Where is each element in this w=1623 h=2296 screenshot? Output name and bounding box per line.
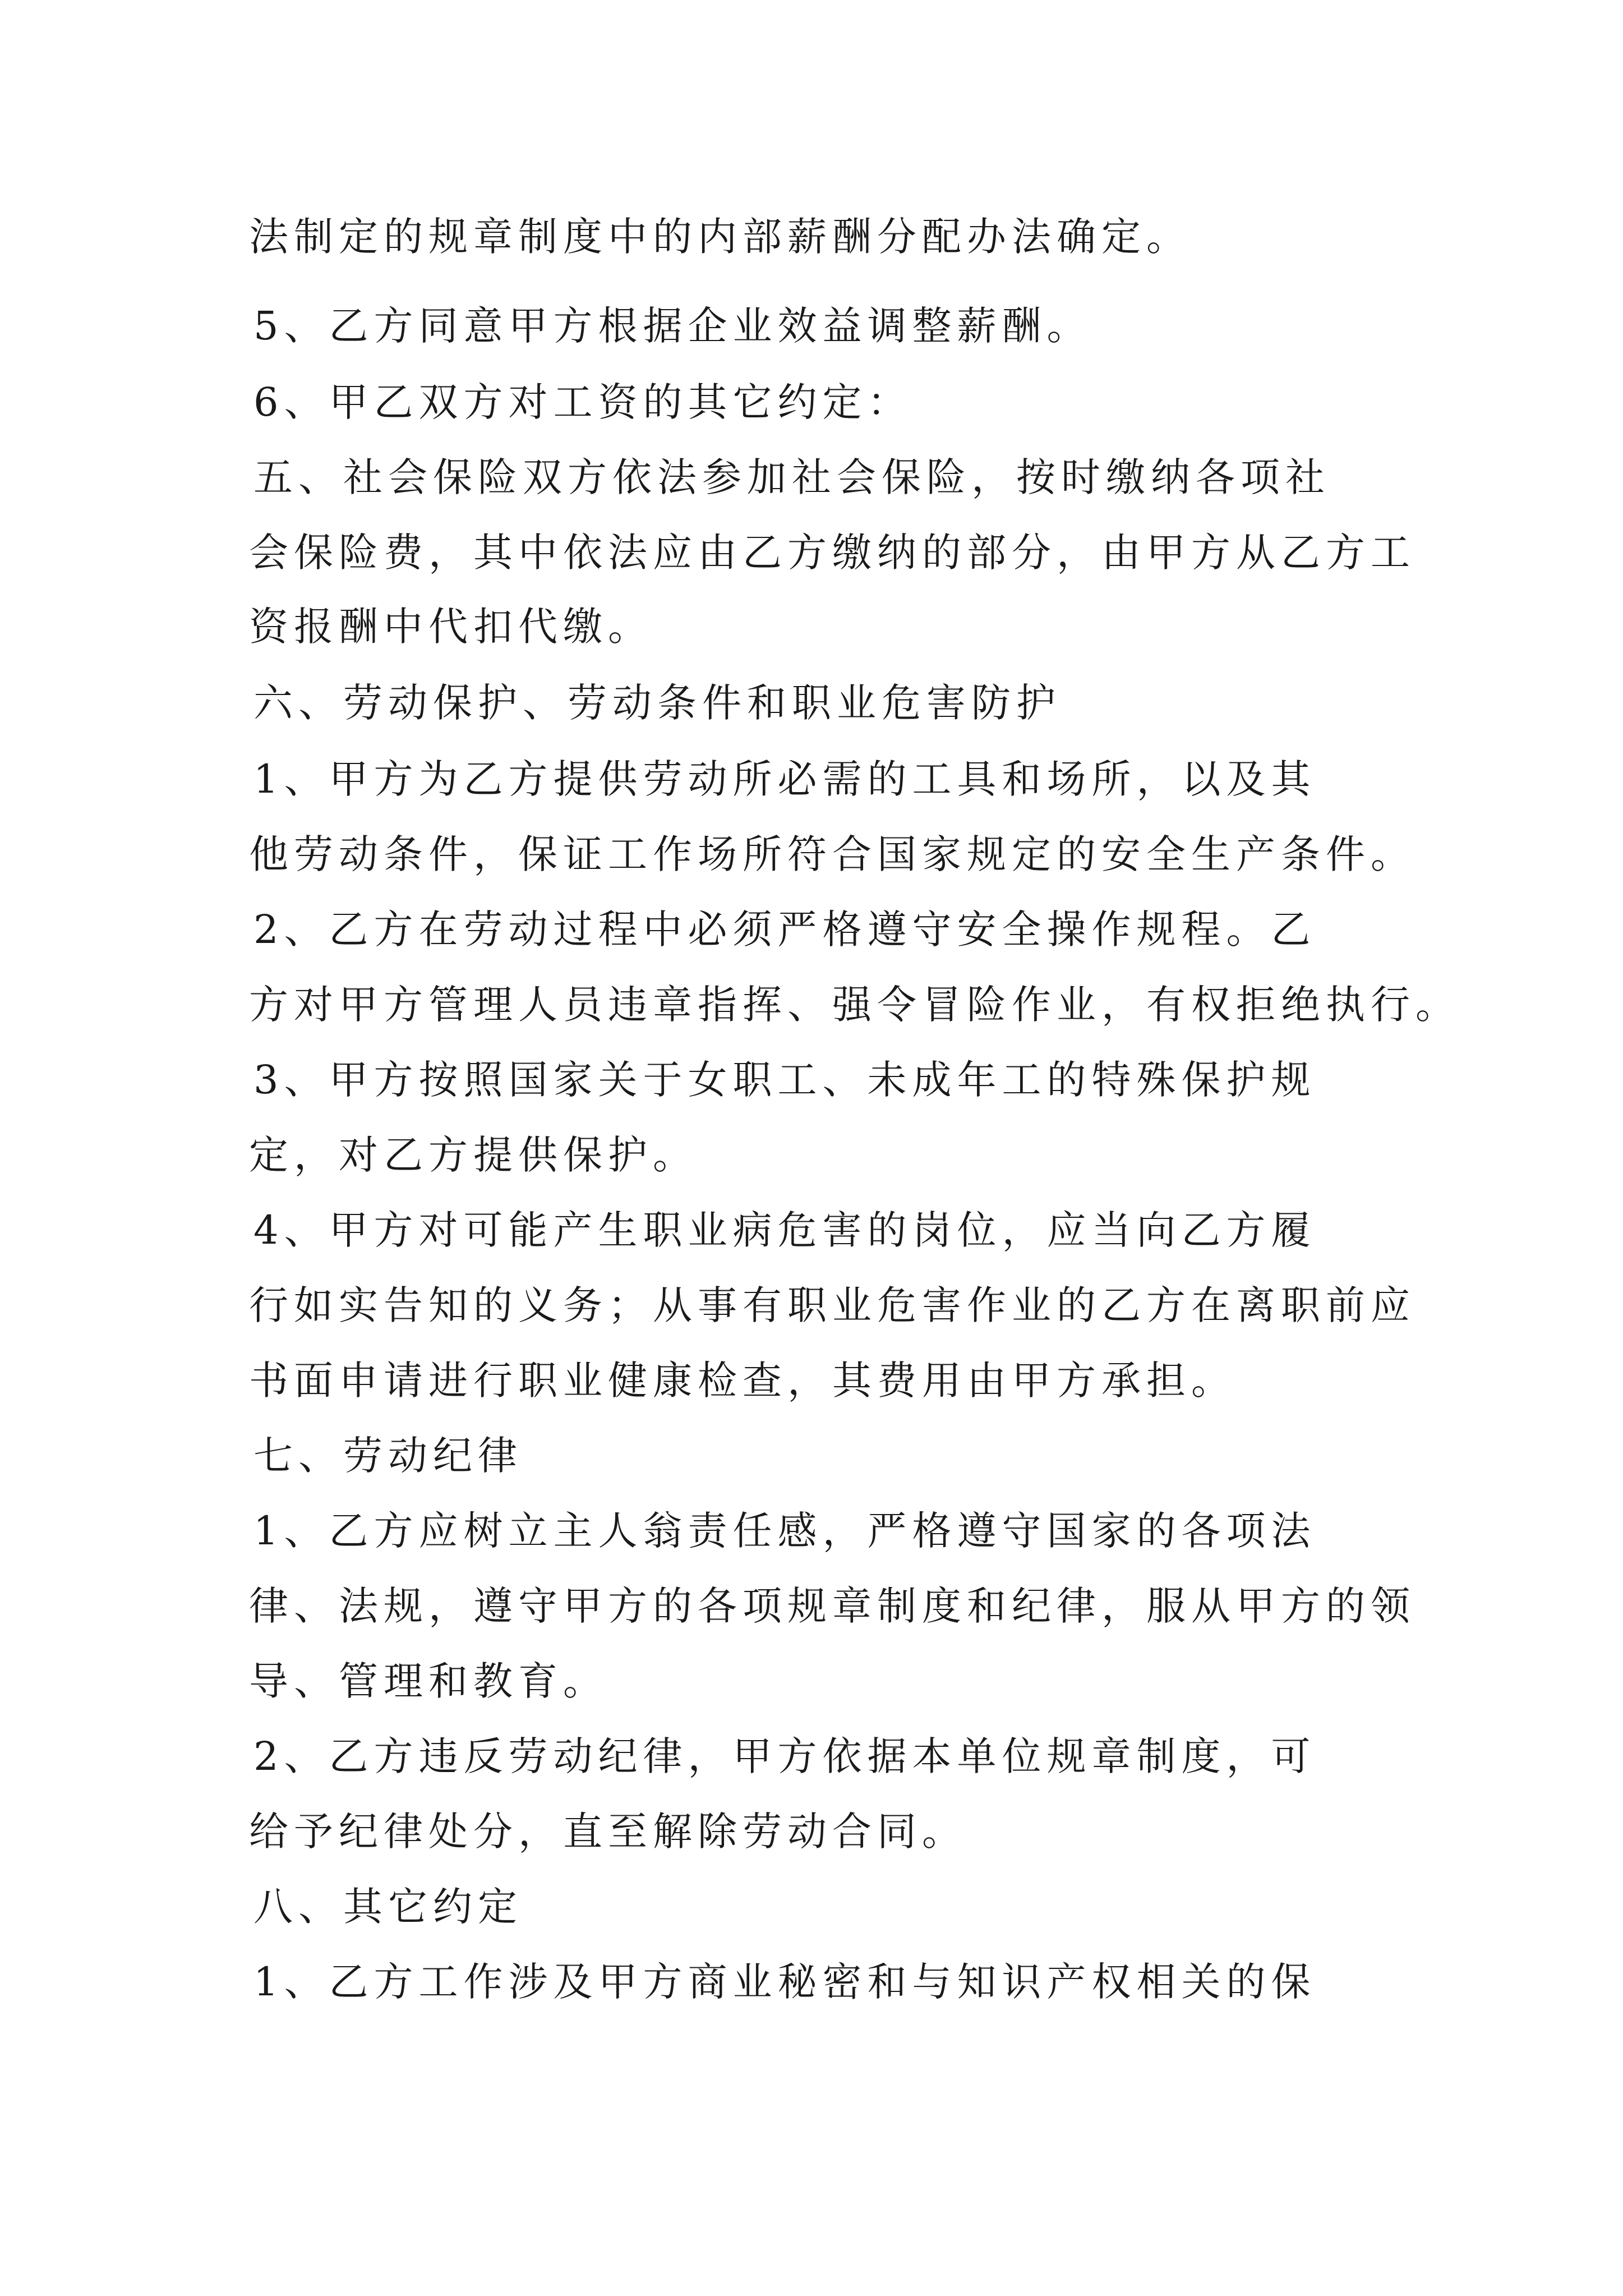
text-line: 律、法规，遵守甲方的各项规章制度和纪律，服从甲方的领 [249,1583,1415,1629]
text-line: 1、乙方应树立主人翁责任感，严格遵守国家的各项法 [253,1508,1316,1554]
section-heading: 五、社会保险双方依法参加社会保险，按时缴纳各项社 [253,454,1330,500]
text-line: 5、乙方同意甲方根据企业效益调整薪酬。 [253,303,1092,349]
text-line: 会保险费，其中依法应由乙方缴纳的部分，由甲方从乙方工 [249,530,1415,576]
text-line: 2、乙方违反劳动纪律，甲方依据本单位规章制度，可 [253,1733,1316,1779]
text-line: 行如实告知的义务；从事有职业危害作业的乙方在离职前应 [249,1282,1415,1328]
text-line: 他劳动条件，保证工作场所符合国家规定的安全生产条件。 [249,831,1415,877]
text-line: 6、甲乙双方对工资的其它约定： [253,379,912,425]
text-line: 给予纪律处分，直至解除劳动合同。 [249,1809,967,1855]
section-heading: 八、其它约定 [253,1884,523,1930]
text-line: 4、甲方对可能产生职业病危害的岗位，应当向乙方履 [253,1207,1316,1253]
text-line: 1、乙方工作涉及甲方商业秘密和与知识产权相关的保 [253,1959,1316,2005]
text-line: 2、乙方在劳动过程中必须严格遵守安全操作规程。乙 [253,907,1316,953]
section-heading: 七、劳动纪律 [253,1433,523,1479]
text-line: 书面申请进行职业健康检查，其费用由甲方承担。 [249,1358,1236,1404]
text-line: 定，对乙方提供保护。 [249,1132,698,1178]
text-line: 方对甲方管理人员违章指挥、强令冒险作业，有权拒绝执行。 [249,982,1460,1028]
text-line: 导、管理和教育。 [249,1658,608,1704]
text-line: 资报酬中代扣代缴。 [249,604,653,650]
text-line: 法制定的规章制度中的内部薪酬分配办法确定。 [249,214,1191,260]
section-heading: 六、劳动保护、劳动条件和职业危害防护 [253,680,1061,726]
text-line: 1、甲方为乙方提供劳动所必需的工具和场所，以及其 [253,756,1316,802]
text-line: 3、甲方按照国家关于女职工、未成年工的特殊保护规 [253,1057,1316,1103]
